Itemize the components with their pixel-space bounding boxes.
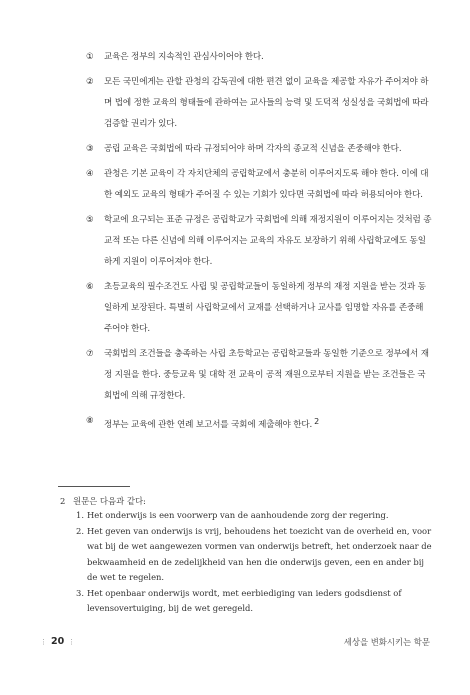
footnote-item-text: Het onderwijs is een voorwerp van de aanhoudende zorg der regering. bbox=[87, 510, 389, 520]
page-number: 20 bbox=[51, 636, 65, 647]
page-number-group bbox=[40, 636, 75, 647]
footnote-item bbox=[76, 524, 435, 586]
item-text: 정부는 교육에 관한 연례 보고서를 국회에 제출해야 한다. bbox=[104, 420, 313, 430]
footnote-number: 2 bbox=[60, 496, 66, 506]
footnote-item-text: Het openbaar onderwijs wordt, met eerbiediging van ieders godsdienst of levensovertuiging, bij de wet geregeld. bbox=[87, 587, 402, 613]
list-item bbox=[86, 139, 432, 160]
list-item bbox=[86, 210, 432, 273]
item-text: 관청은 기본 교육이 각 자치단체의 공립학교에서 충분히 이루어지도록 해야 한다. 이에 대한 예외도 교육의 형태가 주어질 수 있는 기회가 있다면 국회법에 따라 허용되어야 한다. bbox=[104, 169, 429, 200]
item-number: ③ bbox=[86, 144, 94, 154]
list-item bbox=[86, 344, 432, 407]
item-number: ⑦ bbox=[86, 349, 94, 359]
list-item bbox=[86, 411, 432, 436]
item-number: ⑤ bbox=[86, 215, 94, 225]
footnote-heading bbox=[60, 494, 435, 508]
footnote-heading-text: 원문은 다음과 같다: bbox=[73, 496, 146, 506]
footnote-item-number: 1. bbox=[76, 510, 84, 520]
list-item bbox=[86, 164, 432, 206]
footnote-divider bbox=[58, 486, 130, 487]
page-footer bbox=[40, 636, 430, 650]
running-title: 세상을 변화시키는 학문 bbox=[343, 637, 430, 647]
item-number: ① bbox=[86, 52, 94, 62]
footnote bbox=[60, 494, 435, 617]
item-text: 교육은 정부의 지속적인 관심사이어야 한다. bbox=[104, 52, 264, 62]
list-item bbox=[86, 72, 432, 135]
footnote-item bbox=[76, 586, 435, 617]
item-text: 모든 국민에게는 관할 관청의 감독권에 대한 편견 없이 교육을 제공할 자유가 주어져야 하며 법에 정한 교육의 형태들에 관하여는 교사들의 능력 및 도덕적 성실성을 국회법에 따라 검증할 권리가 있다. bbox=[104, 77, 429, 129]
item-number: ④ bbox=[86, 169, 94, 179]
item-text: 학교에 요구되는 표준 규정은 공립학교가 국회법에 의해 재정지원이 이루어지는 것처럼 종교적 또는 다른 신념에 의해 이루어지는 교육의 자유도 보장하기 위해 사립학교에도 동일하게 지원이 이루어져야 한다. bbox=[104, 215, 432, 267]
footnote-item-number: 2. bbox=[76, 525, 84, 536]
footnote-reference: 2 bbox=[314, 417, 320, 426]
item-number: ⑧ bbox=[86, 416, 94, 426]
item-text: 초등교육의 필수조건도 사립 및 공립학교들이 동일하게 정부의 재정 지원을 받는 것과 동일하게 보장된다. 특별히 사립학교에서 교재를 선택하거나 교사를 임명할 자유를 존중해 주어야 한다. bbox=[104, 282, 426, 334]
footnote-list bbox=[76, 508, 435, 617]
ornament-left: ⋮ bbox=[40, 638, 47, 646]
footnote-item-number: 3. bbox=[76, 587, 84, 598]
list-item bbox=[86, 277, 432, 340]
footnote-item-text: Het geven van onderwijs is vrij, behoudens het toezicht van de overheid en, voor wat bij de wet aangewezen vormen van onderwijs betreft, het onderzoek naar de bekwaamheid en de zedelijkheid van hen die onderwijs geven, een en ander bij de wet te regelen. bbox=[87, 525, 432, 582]
article-list bbox=[86, 47, 432, 440]
footnote-item bbox=[76, 508, 435, 524]
item-text: 공립 교육은 국회법에 따라 규정되어야 하며 각자의 종교적 신념을 존중해야 한다. bbox=[104, 144, 402, 154]
ornament-right: ⋮ bbox=[68, 638, 76, 646]
item-number: ⑥ bbox=[86, 282, 94, 292]
list-item bbox=[86, 47, 432, 68]
item-text: 국회법의 조건들을 충족하는 사립 초등학교는 공립학교들과 동일한 기준으로 정부에서 재정 지원을 한다. 중등교육 및 대학 전 교육이 공적 재원으로부터 지원을 받는 조건들은 국회법에 의해 규정한다. bbox=[104, 349, 429, 401]
item-number: ② bbox=[86, 77, 94, 87]
